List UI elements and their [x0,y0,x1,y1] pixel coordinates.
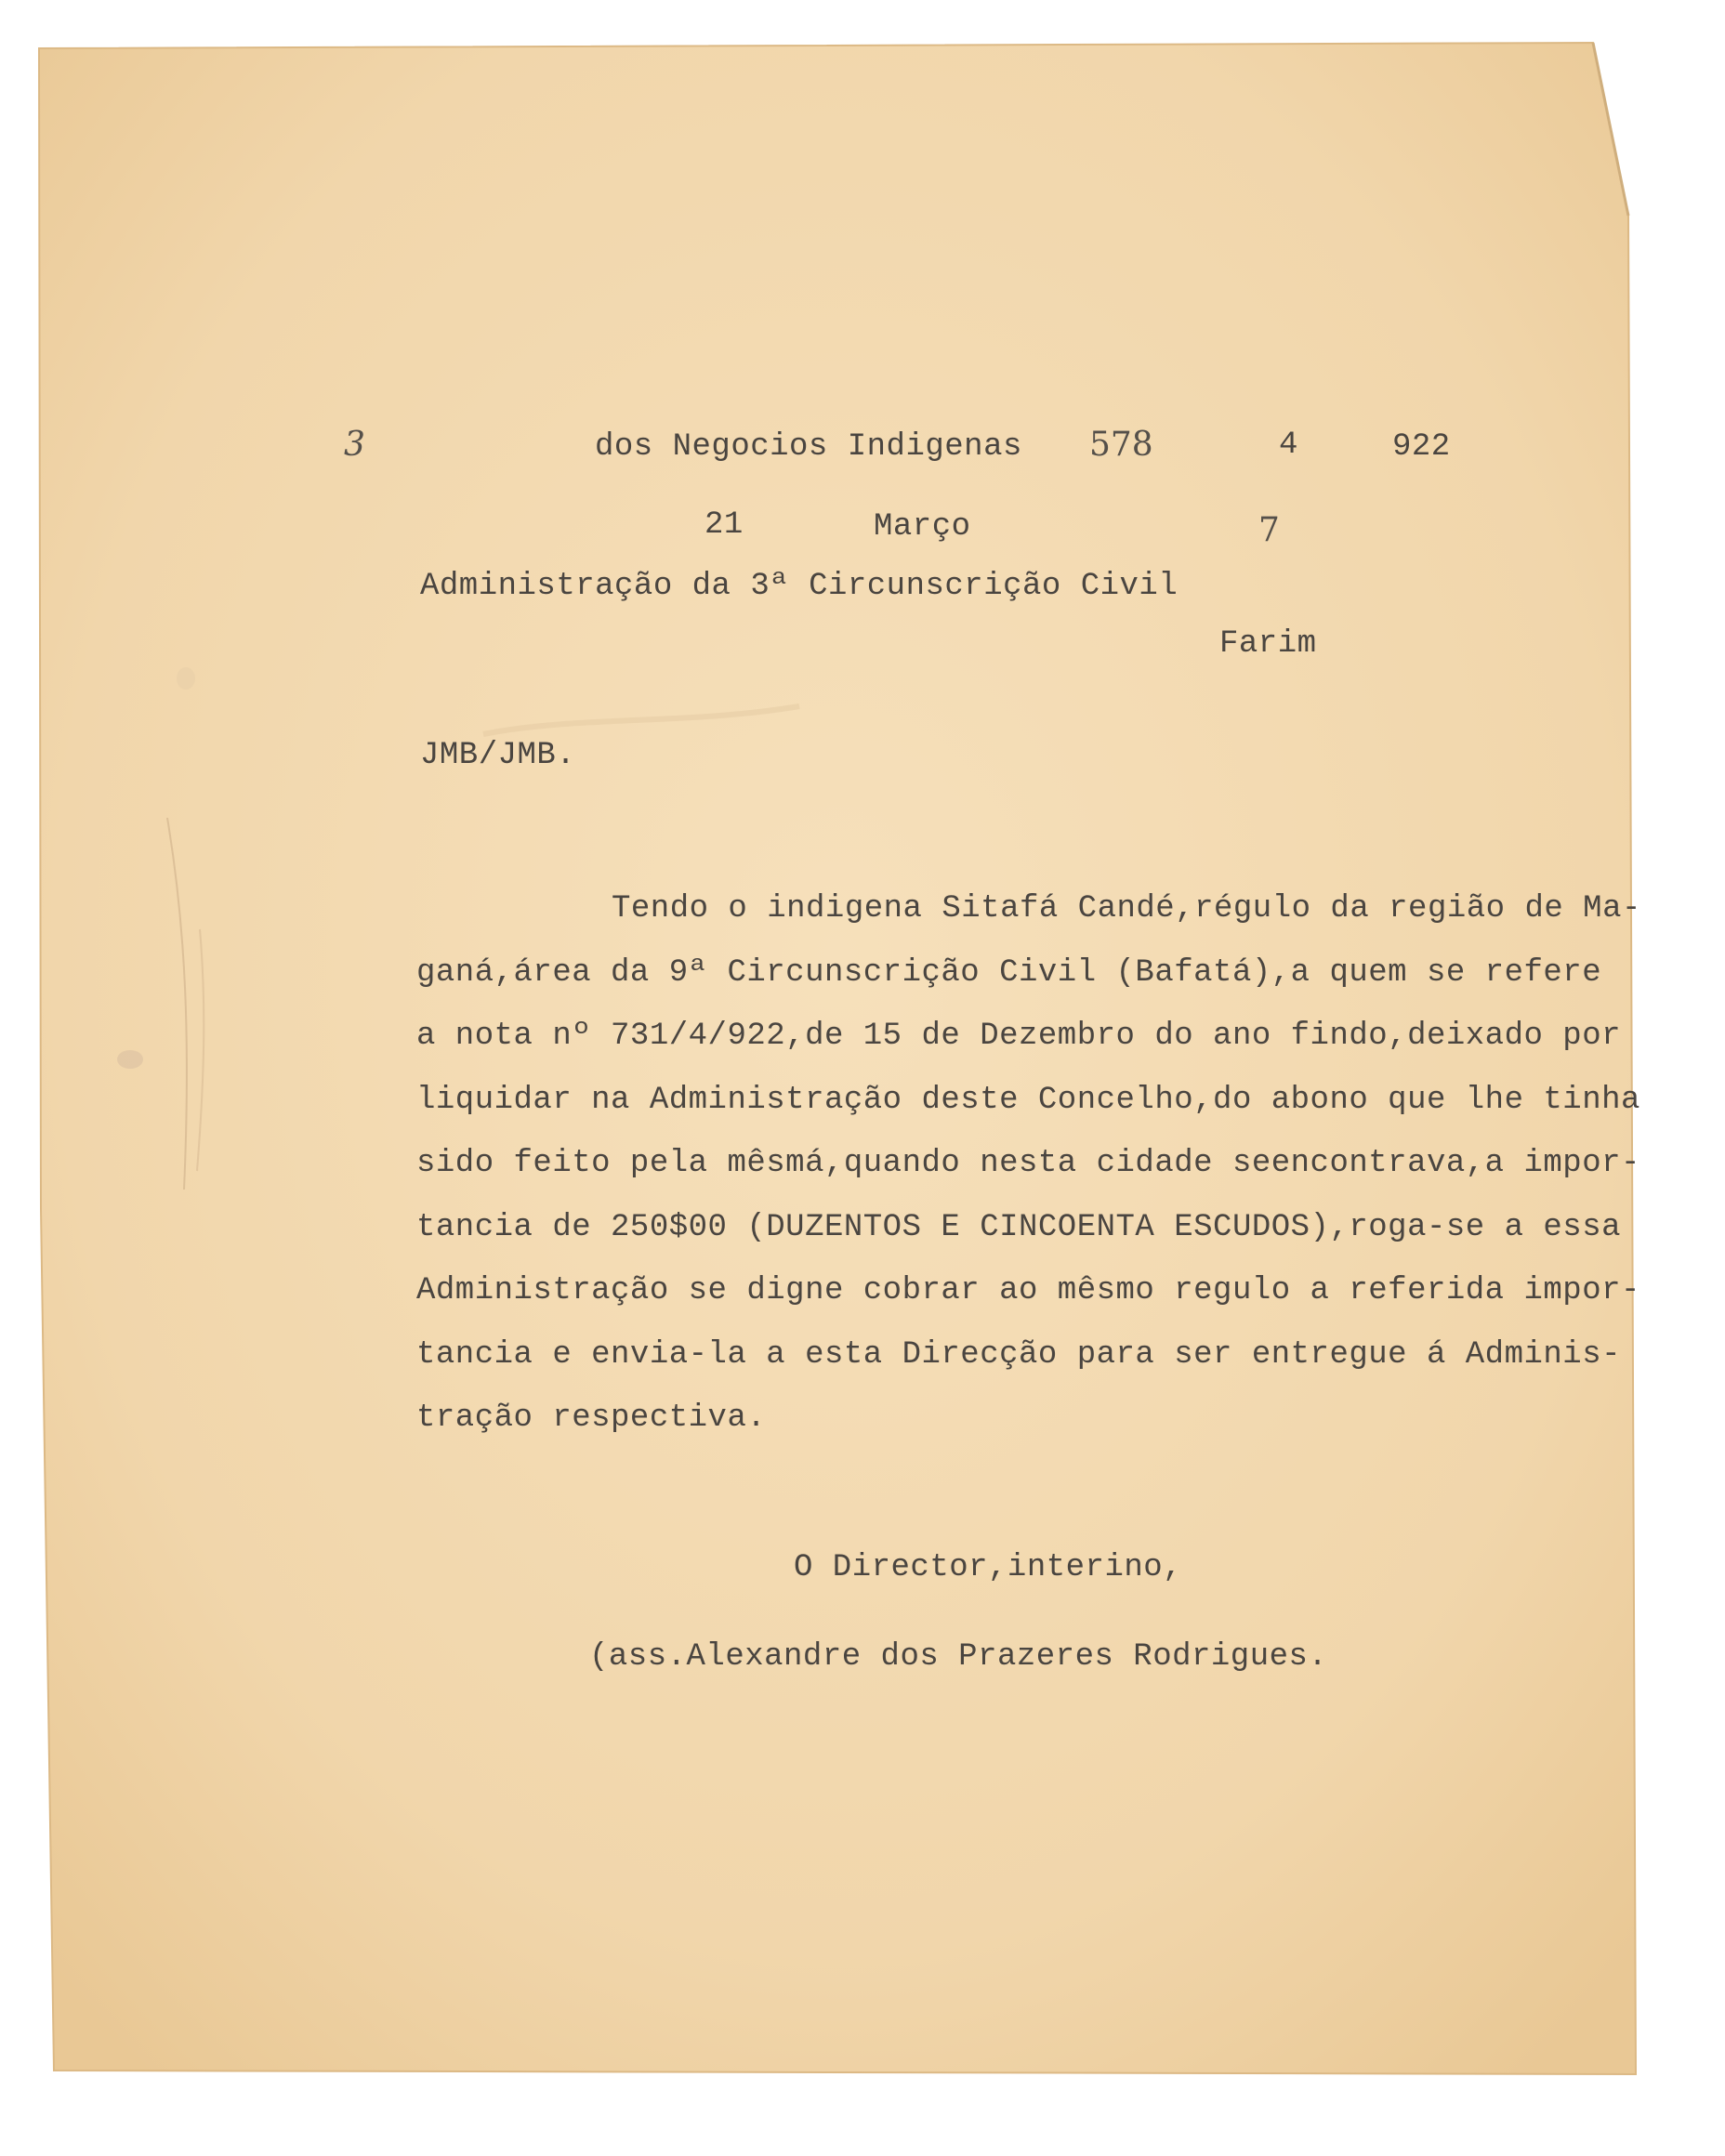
series-number: 4 [1279,427,1298,463]
copy-count: 7 [1258,511,1280,549]
body-line: tancia de 250$00 (DUZENTOS E CINCOENTA ESCUDOS),roga-se a essa [416,1209,1622,1245]
reference-initials: JMB/JMB. [420,738,576,773]
addressee: Administração da 3ª Circunscrição Civil [420,569,1179,604]
margin-number: 3 [344,426,365,464]
document-number: 578 [1089,426,1153,464]
body-line: tancia e envia-la a esta Direcção para ser entregue á Adminis- [416,1336,1622,1373]
body-line: sido feito pela mêsmá,quando nesta cidade seencontrava,a impor- [416,1146,1640,1181]
year: 922 [1392,429,1451,465]
signature-line: (ass.Alexandre dos Prazeres Rodrigues. [589,1639,1328,1675]
stain-spot [177,667,195,690]
body-line: liquidar na Administração deste Concelho,do abono que lhe tinha [416,1082,1640,1118]
body-line: ganá,área da 9ª Circunscrição Civil (Bafatá),a quem se refere [416,954,1602,991]
department-name: dos Negocios Indigenas [595,429,1022,465]
body-line: a nota nº 731/4/922,de 15 de Dezembro do ano findo,deixado por [416,1019,1622,1054]
letter-body [416,877,1641,1451]
body-line: tração respectiva. [416,1400,767,1436]
stain-spot [117,1050,143,1069]
day: 21 [704,507,744,543]
month: Março [874,509,971,545]
body-line: Tendo o indigena Sitafá Candé,régulo da região de Ma- [612,891,1641,927]
body-line: Administração se digne cobrar ao mêsmo regulo a referida impor- [416,1273,1640,1308]
closing-title: O Director,interino, [794,1550,1183,1585]
place: Farim [1219,626,1317,662]
